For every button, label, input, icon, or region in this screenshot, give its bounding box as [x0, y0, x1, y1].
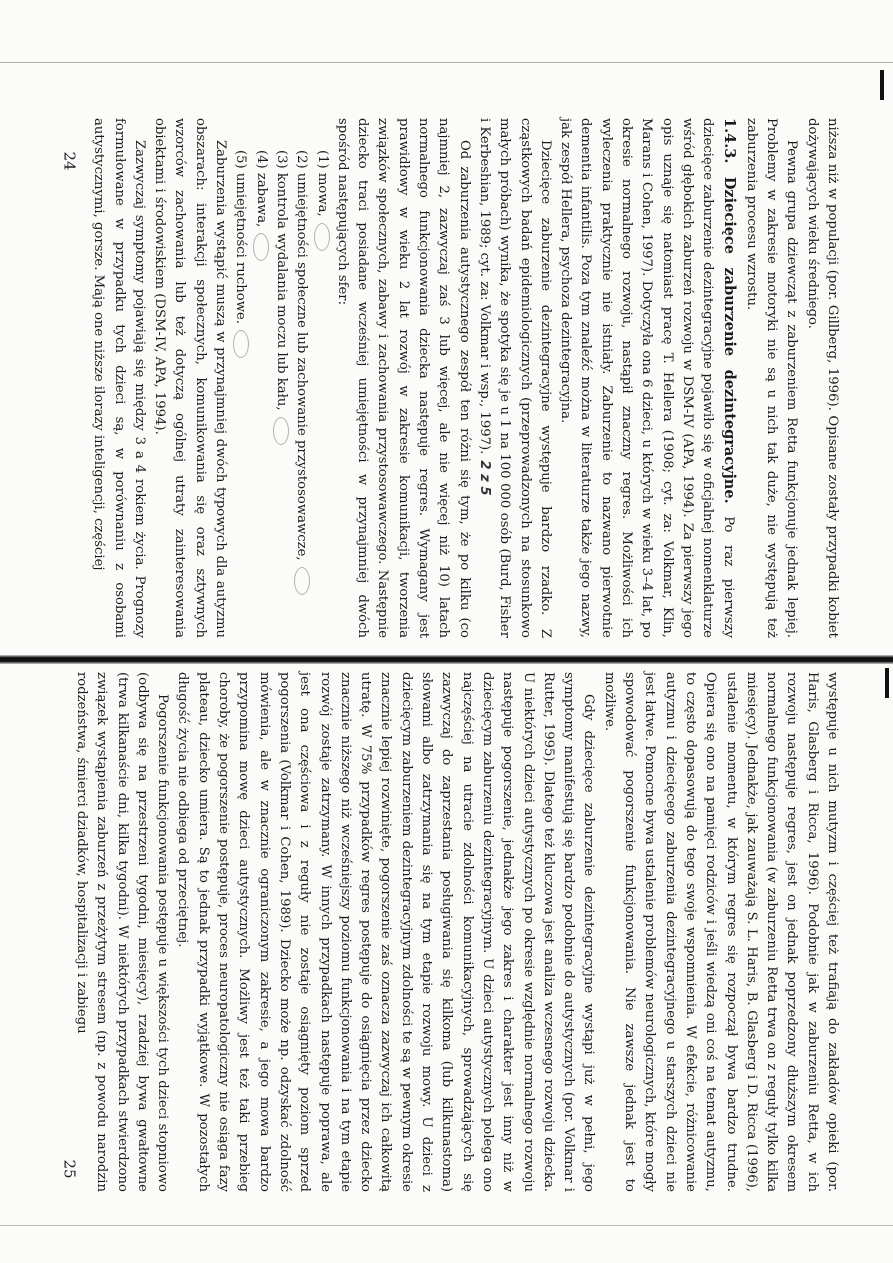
list-item [311, 150, 331, 638]
list-item [250, 150, 270, 638]
paragraph: Zazwyczaj symptomy pojawiają się między 3 a 4 rokiem życia. Prognozy formułowane w przypadku tych dzieci są, w porównaniu z osobami autystycznymi, gorsze. Mają one niższe ilorazy inteligencji, częściej [91, 118, 147, 638]
list-item [291, 150, 311, 638]
page-fold-gutter [0, 655, 893, 664]
handwritten-scribble-icon [253, 233, 269, 261]
scan-edge-line [0, 62, 893, 63]
list-item [271, 150, 291, 638]
paragraph: niższa niż w populacji (por. Gillberg, 1996). Opisane zostały przypadki kobiet dożywających wieku średniego. [804, 118, 840, 638]
list-item-text: (2) umiejętności społeczne lub zachowanie przystosowawcze, [294, 150, 310, 561]
list-item [230, 150, 250, 638]
paragraph: występuje u nich mutyzm i częściej też trafiają do zakładów opieki (por. Haris, Glasberg i Ricca, 1996). Podobnie jak w zaburzeniu Retta, w ich rozwoju następuje regres, jest on jednak poprzedzony dłuższym okresem normalnego funkcjonowania (w zaburzeniu Retta trwa on z reguły tylko kilka miesięcy). Jednakże, jak zauważają S. L. Haris, B. Glasberg i D. Ricca (1996), ustalenie momentu, w którym regres się rozpoczął bywa bardzo trudne. Opiera się ono na pamięci rodziców i jeśli wiedzą oni coś na temat autyzmu, to często dopasowują do tego swoje wspomnienia. W efekcie, różnicowanie autyzmu i dziecięcego zaburzenia dezintegracyjnego u starszych dzieci nie jest łatwe. Pomocne bywa ustalenie problemów neurologicznych, które mogły spowodować pogorszenie funkcjonowania. Nie zawsze jednak jest to możliwe. [601, 672, 840, 1192]
page-25 [42, 672, 842, 1192]
handwritten-scribble-icon [273, 417, 289, 445]
criteria-list [230, 118, 331, 638]
scan-bottom-edge [0, 1225, 893, 1226]
paragraph: Gdy dziecięce zaburzenie dezintegracyjne wystąpi już w pełni, jego symptomy manifestują się bardzo podobnie do autystycznych (por. Volkmar i Rutter, 1995). Dlatego też kluczowa jest analiza wczesnego rozwoju dziecka. U niektórych dzieci autystycznych po okresie względnie normalnego rozwoju następuje pogorszenie, jednakże jego zakres i charakter jest inny niż w dziecięcym zaburzeniu dezintegracyjnym. U dzieci autystycznych polega ono najczęściej na utracie zdolności komunikacyjnych, sprowadzających się zazwyczaj do zaprzestania posługiwania się kilkoma (lub kilkunastoma) słowami albo zatrzymania się na tym etapie rozwoju mowy. U dzieci z dziecięcym zaburzeniem dezintegracyjnym zdolności te są w pewnym okresie znacznie lepiej rozwinięte, pogorszenie zaś oznacza zazwyczaj ich całkowitą utratę. W 75% przypadków regres postępuje do osiągnięcia przez dziecko znacznie niższego niż wcześniejszy poziomu funkcjonowania i na tym etapie rozwój zostaje zatrzymany. W innych przypadkach następuje poprawa, ale jest ona częściowa i z reguły nie zostaje osiągnięty poziom sprzed pogorszenia (Volkmar i Cohen, 1989). Dziecko może np. odzyskać zdolność mówienia, ale w znacznie ograniczonym zakresie, a jego mowa bardzo przypomina mowę dzieci autystycznych. Możliwy jest też taki przebieg choroby, że pogorszenie postępuje, proces neuropatologiczny nie osiąga fazy plateau, dziecko umiera. Są to jednak przypadki wyjątkowe. W pozostałych długość życia nie odbiega od przeciętnej. [175, 672, 597, 1192]
handwritten-note: 2 z 5 [476, 460, 492, 496]
section-intro-text: Po raz pierwszy dziecięce zaburzenie dezintegracyjne pojawiło się w oficjalnej nomenklaturze wśród głębokich zaburzeń rozwoju w DSM-IV (APA, 1994). Za pierwszy jego opis uznaje się natomiast pracę T. Hellera (1908; cyt. za: Volkmar, Klin, Marans i Cohen, 1997). Dotyczyła ona 6 dzieci, u których w wieku 3–4 lat, po okresie normalnego rozwoju, nastąpił znaczny regres. Możliwości ich wyleczenia praktycznie nie istniały. Zaburzenie to nazwano pierwotnie dementia infantilis. Poza tym znaleźć można w literaturze także jego nazwy, jak zespół Hellera, psychoza dezintegracyjna. [558, 118, 736, 638]
paragraph: Pogorszenie funkcjonowania postępuje u większości tych dzieci stopniowo (odbywa się na przestrzeni tygodni, miesięcy), rzadziej bywa gwałtowne (trwa kilkanaście dni, kilka tygodni). W niektórych przypadkach stwierdzono związek wystąpienia zaburzeń z przeżytym stresem (np. z powodu narodzin rodzeństwa, śmierci dziadków, hospitalizacji i zabiegu [74, 672, 171, 1192]
list-item-text: (5) umiejętności ruchowe. [233, 150, 249, 324]
handwritten-scribble-icon [233, 330, 249, 358]
paragraph: Zaburzenia wystąpić muszą w przynajmniej dwóch typowych dla autyzmu obszarach: interakcji społecznych, komunikowania się oraz sztywnych wzorców zachowania lub też dotyczą ogólnej utraty zainteresowania obiektami i środowiskiem (DSM-IV, APA, 1994). [152, 118, 229, 638]
page-24 [42, 118, 842, 638]
paragraph: Pewna grupa dziewcząt z zaburzeniem Retta funkcjonuje jednak lepiej. Problemy w zakresie motoryki nie są u nich tak duże, nie występują też zaburzenia procesu wzrostu. [743, 118, 800, 638]
paragraph: Od zaburzenia autystycznego zespół ten różni się tym, że po kilku (co najmniej 2, zazwyczaj zaś 3 lub więcej, ale nie więcej niż 10) latach normalnego funkcjonowania dziecka następuje regres. Wymagany jest prawidłowy w wieku 2 lat rozwój w zakresie komunikacji, tworzenia związków społecznych, zabawy i zachowania przystosowawczego. Następnie dziecko traci posiadane wcześniej umiejętności w przynajmniej dwóch spośród następujących sfer: [334, 118, 472, 638]
list-item-text: (3) kontrola wydalania moczu lub kału, [273, 150, 289, 411]
scan-corner-mark [885, 668, 889, 698]
handwritten-scribble-icon [314, 223, 330, 251]
section-heading: 1.4.3. Dziecięce zaburzenie dezintegracyjne. [720, 118, 738, 504]
scan-corner-mark [880, 70, 884, 100]
handwritten-scribble-icon [294, 567, 310, 595]
page-number: 24 [60, 151, 79, 171]
list-item-text: (4) zabawa, [253, 150, 269, 228]
list-item-text: (1) mowa, [314, 150, 330, 217]
page-number: 25 [60, 1159, 79, 1179]
paragraph: Dziecięce zaburzenie dezintegracyjne występuje bardzo rzadko. Z cząstkowych badań epidemiologicznych (przeprowadzonych na stosunkowo małych próbach) wynika, że spotyka się je u 1 na 100 000 osób (Burd, Fisher i Kerbeshian, 1989; cyt. za: Volkmar i wsp., 1997).2 z 5 [476, 118, 553, 638]
